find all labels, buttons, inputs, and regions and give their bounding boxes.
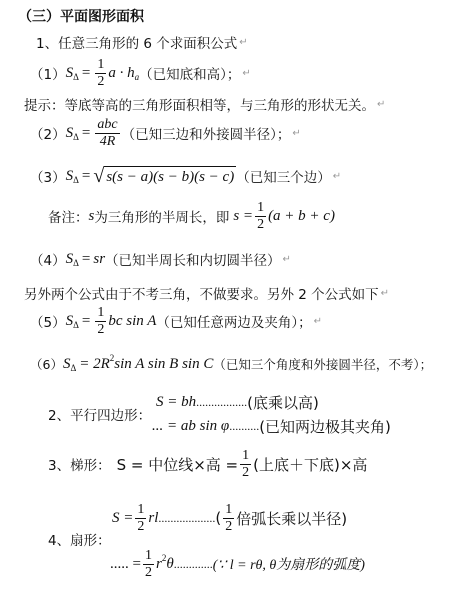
paragraph-mark-icon: ↵	[332, 170, 342, 182]
formula-note: （已知三个角度和外接圆半径，不考）；	[213, 357, 433, 372]
sector-heading-text: 4、扇形：	[48, 533, 111, 549]
fraction-numerator: 1	[97, 304, 105, 320]
lhs-symbol: S	[65, 124, 74, 141]
fraction-denominator: 2	[242, 464, 250, 480]
parallelogram-note-1: (底乘以高)	[247, 394, 319, 412]
fraction-denominator: 2	[97, 321, 105, 337]
h-subscript: a	[134, 72, 140, 82]
fraction-numerator: 1	[97, 56, 105, 72]
remark-symbol: s	[88, 207, 95, 224]
sector-rhs: rl	[148, 509, 159, 526]
parallelogram-heading	[48, 404, 151, 424]
parallelogram-line-1	[156, 392, 319, 413]
delta-subscript: Δ	[73, 320, 79, 330]
formula-note: （已知底和高）；	[139, 67, 241, 83]
formula-number: （3）	[30, 170, 66, 186]
section-title-text: （三）平面图形面积	[18, 9, 144, 25]
equals-sign: =	[81, 64, 91, 81]
radicand: s(s − a)(s − b)(s − c)	[104, 166, 236, 187]
trapezoid-formula-lead: S = 中位线×高 =	[116, 455, 239, 474]
sector-note-open: (	[215, 509, 222, 527]
sector-rhs-r: r	[155, 555, 162, 572]
fraction-denominator: 2	[257, 216, 265, 232]
formula-note: （已知三个边）	[236, 170, 331, 186]
formula-note: （已知三边和外接圆半径）；	[121, 127, 291, 143]
formula-rhs: sin A sin B sin C	[114, 355, 214, 372]
delta-subscript: Δ	[73, 258, 79, 268]
fraction-numerator: 1	[242, 447, 250, 463]
remark-tail: (a + b + c)	[268, 207, 335, 224]
formula-number: （1）	[30, 67, 66, 83]
sector-lhs-2: ..... =	[110, 555, 141, 572]
equals-sign: =	[81, 167, 91, 184]
fraction-numerator: abc	[97, 116, 118, 132]
trapezoid-formula-tail: (上底＋下底)×高	[253, 455, 368, 474]
formula-3	[30, 164, 341, 188]
parallelogram-formula-1: S = bh	[156, 394, 197, 410]
leader-dots: .................	[196, 395, 248, 409]
fraction	[95, 118, 119, 149]
parallelogram-heading-text: 2、平行四边形：	[48, 408, 152, 424]
formula-number: （2）	[30, 127, 66, 143]
paragraph-mark-icon: ↵	[242, 67, 251, 79]
tip-line	[24, 94, 385, 114]
delta-subscript: Δ	[73, 132, 79, 142]
tip-text: 提示：等底等高的三角形面积相等，与三角形的形状无关。	[24, 98, 375, 114]
formula-rhs-lead: = 2R	[79, 355, 110, 372]
formula-number: （5）	[30, 315, 66, 331]
paragraph-mark-icon: ↵	[377, 98, 386, 110]
delta-subscript: Δ	[73, 175, 79, 185]
paragraph-mark-icon: ↵	[239, 36, 248, 48]
parallelogram-formula-2: ... = ab sin φ	[152, 418, 230, 434]
formula-rhs: bc sin A	[108, 312, 157, 329]
paragraph-mark-icon: ↵	[282, 253, 291, 265]
sector-lhs: S =	[112, 509, 134, 526]
lhs-symbol: S	[65, 250, 74, 267]
delta-subscript: Δ	[70, 363, 77, 373]
other-text: 另外两个公式由于不考三角，不做要求。另外 2 个公式如下	[24, 287, 379, 303]
remark-eq: s =	[233, 207, 254, 224]
r-squared-superscript: 2	[109, 353, 115, 363]
fraction-numerator: 1	[257, 199, 265, 215]
formula-rhs: sr	[93, 250, 106, 267]
triangle-heading	[36, 32, 248, 52]
paragraph-mark-icon: ↵	[292, 127, 301, 139]
fraction-denominator: 2	[144, 564, 152, 580]
formula-note: （已知任意两边及夹角）；	[156, 315, 312, 331]
fraction-numerator: 1	[225, 501, 233, 517]
formula-number: （4）	[30, 253, 66, 269]
section-title	[18, 6, 144, 26]
fraction	[95, 306, 106, 337]
equals-sign: =	[81, 250, 91, 267]
square-root	[93, 166, 236, 187]
lhs-symbol: S	[65, 312, 74, 329]
remark-line	[48, 198, 335, 234]
fraction-denominator: 2	[97, 73, 105, 89]
radical-sign: √	[93, 164, 105, 187]
paragraph-mark-icon: ↵	[380, 287, 390, 299]
leader-dots: ..........	[229, 419, 260, 433]
sector-note-2: (∵ l = rθ, θ为扇形的弧度)	[212, 558, 365, 573]
paragraph-mark-icon: ↵	[313, 315, 323, 327]
trapezoid-line	[48, 446, 367, 482]
fraction-denominator: 4R	[99, 133, 116, 149]
fraction	[223, 503, 234, 534]
formula-rhs: a · h	[108, 64, 135, 81]
formula-1	[30, 56, 251, 90]
remark-text: 为三角形的半周长，即	[94, 210, 230, 226]
formula-number: （6）	[30, 357, 63, 372]
sector-line-2	[110, 546, 365, 582]
parallelogram-note-2: (已知两边极其夹角)	[259, 418, 391, 436]
fraction-numerator: 1	[144, 547, 152, 563]
formula-6	[30, 353, 432, 375]
parallelogram-line-2	[152, 416, 391, 437]
fraction	[135, 503, 146, 534]
equals-sign: =	[81, 312, 91, 329]
fraction	[240, 449, 251, 480]
trapezoid-heading: 3、梯形：	[48, 458, 111, 474]
sector-note-1: 倍弧长乘以半径)	[236, 509, 348, 528]
formula-5	[30, 303, 322, 339]
triangle-heading-text: 1、任意三角形的 6 个求面积公式	[36, 36, 238, 52]
equals-sign: =	[81, 124, 91, 141]
sector-rhs-theta: θ	[166, 555, 174, 572]
sector-line-1	[112, 500, 347, 536]
sector-heading	[48, 529, 111, 549]
leader-dots: .............	[173, 556, 213, 571]
formula-note: （已知半周长和内切圆半径）	[105, 253, 281, 269]
lhs-symbol: S	[65, 167, 74, 184]
fraction-denominator: 2	[225, 518, 233, 534]
fraction	[95, 58, 106, 89]
lhs-symbol: S	[65, 64, 74, 81]
fraction-denominator: 2	[137, 518, 145, 534]
fraction-numerator: 1	[137, 501, 145, 517]
delta-subscript: Δ	[73, 72, 79, 82]
formula-4	[30, 248, 291, 270]
lhs-symbol: S	[62, 355, 71, 372]
leader-dots: ...................	[158, 510, 216, 525]
remark-prefix: 备注：	[48, 210, 89, 226]
r-squared-superscript: 2	[161, 553, 167, 563]
fraction	[255, 201, 266, 232]
formula-2	[30, 115, 301, 151]
other-formulas-note	[24, 283, 389, 303]
fraction	[143, 549, 154, 580]
